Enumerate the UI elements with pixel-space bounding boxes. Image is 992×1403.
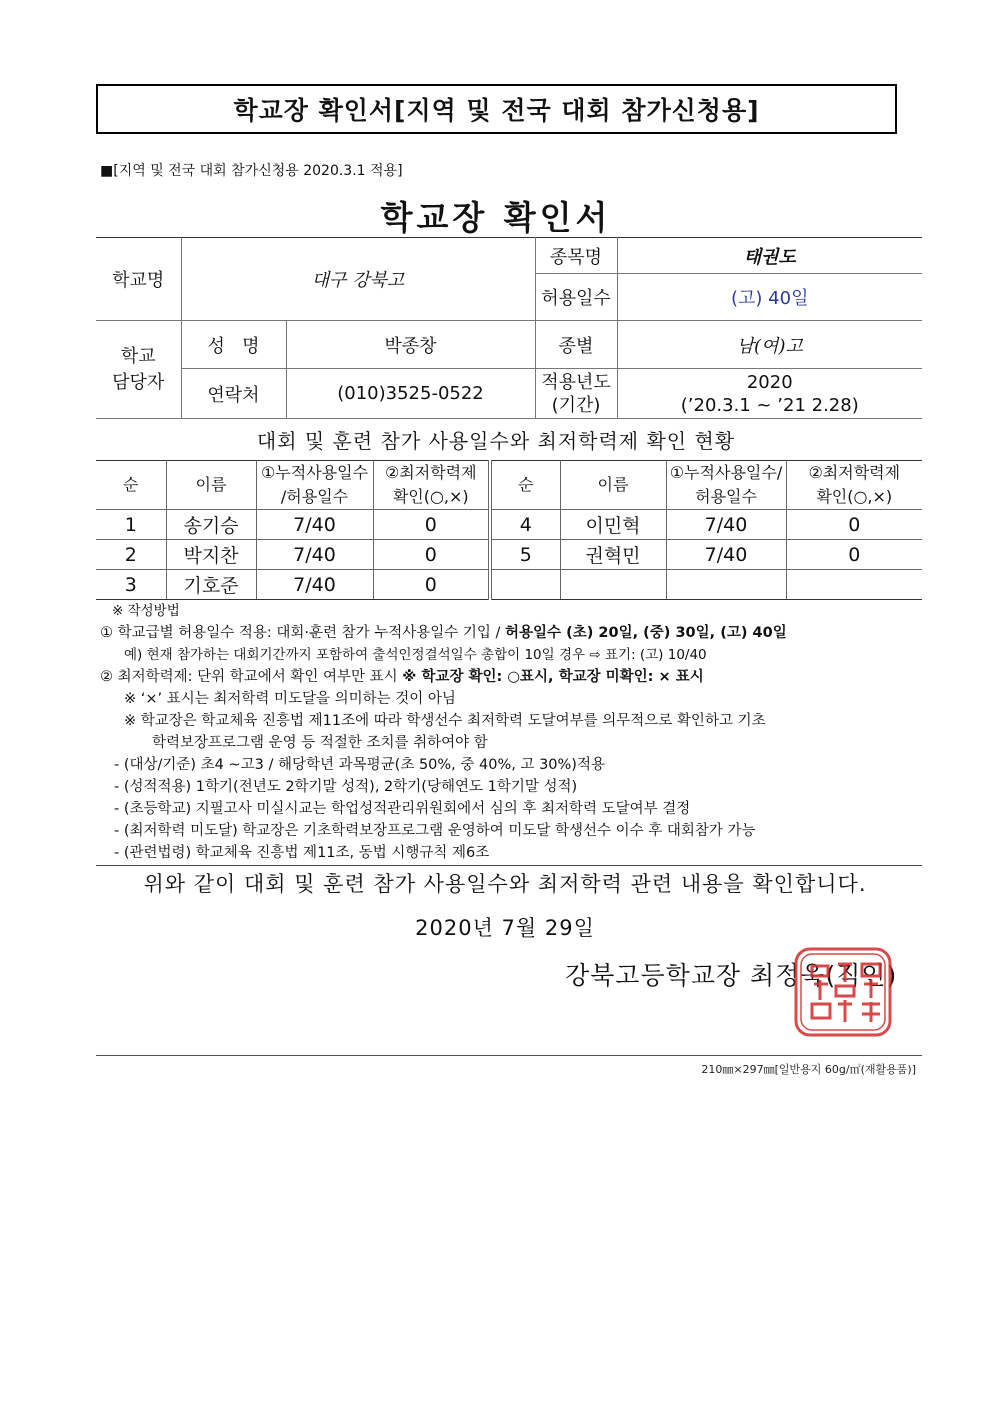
note-4a: ※ 학교장은 학교체육 진흥법 제11조에 따라 학생선수 최저학력 도달여부를 의무적으로 확인하고 기초 [124,713,766,729]
notes-divider [96,865,922,866]
note-1-example: 예) 현재 참가하는 대회기간까지 포함하여 출석인정결석일수 총합이 10일 경우 ⇨ 표기: (고) 10/40 [124,647,707,663]
note-1-bold: 허용일수 (초) 20일, (중) 30일, (고) 40일 [505,625,787,641]
detail-2: - (성적적용) 1학기(전년도 2학기말 성적), 2학기(당해연도 1학기말 성적) [114,779,578,795]
row-name-right: 권혁민 [560,540,666,570]
note-2-bold: ※ 학교장 확인: ○표시, 학교장 미확인: × 표시 [402,669,704,685]
header-days-right-line1: ①누적사용일수/ [669,463,783,482]
header-academic-line1: ②최저학력제 [384,463,477,482]
row-no: 3 [96,570,166,600]
row-academic: 0 [373,510,490,540]
instructions-heading: ※ 작성방법 [112,603,180,619]
year-value-line2: (’20.3.1 ~ ’21 2.28) [680,394,859,416]
row-no: 1 [96,510,166,540]
row-days: 7/40 [256,540,373,570]
note-3: ※ ‘×’ 표시는 최저학력 미도달을 의미하는 것이 아님 [124,691,456,707]
header-days-line2: /허용일수 [280,487,349,506]
table-row [96,570,922,600]
row-academic-right: 0 [786,540,922,570]
header-name-right: 이름 [560,461,666,510]
row-days-right: 7/40 [666,510,786,540]
header-days-right [666,461,786,510]
row-days-right [666,570,786,600]
name-label: 성 명 [181,321,286,369]
header-no: 순 [96,461,166,510]
row-academic-right: 0 [786,510,922,540]
gender-label: 종별 [535,321,617,369]
document-subtitle: ■[지역 및 전국 대회 참가신청용 2020.3.1 적용] [100,163,403,179]
row-academic: 0 [373,540,490,570]
row-no: 2 [96,540,166,570]
banner-title: 학교장 확인서[지역 및 전국 대회 참가신청용] [96,84,897,134]
table-row [96,540,922,570]
row-name: 기호준 [166,570,256,600]
instructions [100,600,930,864]
participant-table [96,460,922,600]
year-label [535,369,617,419]
gender-value: 남(여)고 [617,321,922,369]
bottom-divider [96,1055,922,1056]
header-no-right: 순 [490,461,560,510]
note-4b: 학력보장프로그램 운영 등 적절한 조치를 취하여야 함 [152,735,488,751]
row-days: 7/40 [256,510,373,540]
header-days-right-line2: 허용일수 [695,487,757,506]
row-academic-right [786,570,922,600]
table-header-row [96,461,922,510]
table-row [96,510,922,540]
detail-4: - (최저학력 미도달) 학교장은 기초학력보장프로그램 운영하여 미도달 학생선수 이수 후 대회참가 가능 [114,823,756,839]
header-days [256,461,373,510]
row-name-right [560,570,666,600]
note-1-text: ① 학교급별 허용일수 적용: 대회·훈련 참가 누적사용일수 기입 / [100,625,506,641]
header-academic-right [786,461,922,510]
school-label: 학교명 [96,238,181,321]
manager-label: 학교 담당자 [96,321,181,419]
detail-1: - (대상/기준) 초4 ~고3 / 해당학년 과목평균(초 50%, 중 40%, 고 30%)적용 [114,757,605,773]
header-academic [373,461,490,510]
row-no-right: 4 [490,510,560,540]
section-title: 대회 및 훈련 참가 사용일수와 최저학력제 확인 현황 [256,429,736,453]
header-academic-right-line2: 확인(○,×) [816,487,893,506]
school-value: 대구 강북고 [181,238,535,321]
row-name: 박지찬 [166,540,256,570]
days-value: (고) 40일 [617,274,922,321]
row-no-right [490,570,560,600]
confirmation-statement: 위와 같이 대회 및 훈련 참가 사용일수와 최저학력 관련 내용을 확인합니다. [143,872,867,896]
days-label: 허용일수 [535,274,617,321]
event-label: 종목명 [535,238,617,274]
contact-label: 연락처 [181,369,286,419]
paper-spec-footer: 210㎜×297㎜[일반용지 60g/㎡(재활용품)] [701,1063,916,1076]
detail-3: - (초등학교) 지필고사 미실시교는 학업성적관리위원회에서 심의 후 최저학력 도달여부 결정 [114,801,691,817]
row-days-right: 7/40 [666,540,786,570]
year-label-line2: (기간) [551,394,601,416]
contact-value: (010)3525-0522 [286,369,535,419]
detail-5: - (관련법령) 학교체육 진흥법 제11조, 동법 시행규칙 제6조 [114,845,490,861]
school-info-table [96,237,922,419]
note-2 [100,666,930,688]
name-value: 박종창 [286,321,535,369]
row-academic: 0 [373,570,490,600]
year-label-line1: 적용년도 [541,371,611,393]
document-title: 학교장 확인서 [380,198,612,237]
row-days: 7/40 [256,570,373,600]
issue-date: 2020년 7월 29일 [415,916,595,940]
year-value-line1: 2020 [746,371,793,393]
year-value [617,369,922,419]
row-name: 송기승 [166,510,256,540]
note-1 [100,622,930,644]
official-seal-icon [790,944,896,1040]
row-name-right: 이민혁 [560,510,666,540]
event-value: 태권도 [617,238,922,274]
header-academic-right-line1: ②최저학력제 [808,463,901,482]
row-no-right: 5 [490,540,560,570]
header-days-line1: ①누적사용일수 [260,463,369,482]
note-2-text: ② 최저학력제: 단위 학교에서 확인 여부만 표시 [100,669,403,685]
header-academic-line2: 확인(○,×) [392,487,469,506]
principal-signature: 강북고등학교장 최정욱(직인) [565,961,898,990]
header-name: 이름 [166,461,256,510]
